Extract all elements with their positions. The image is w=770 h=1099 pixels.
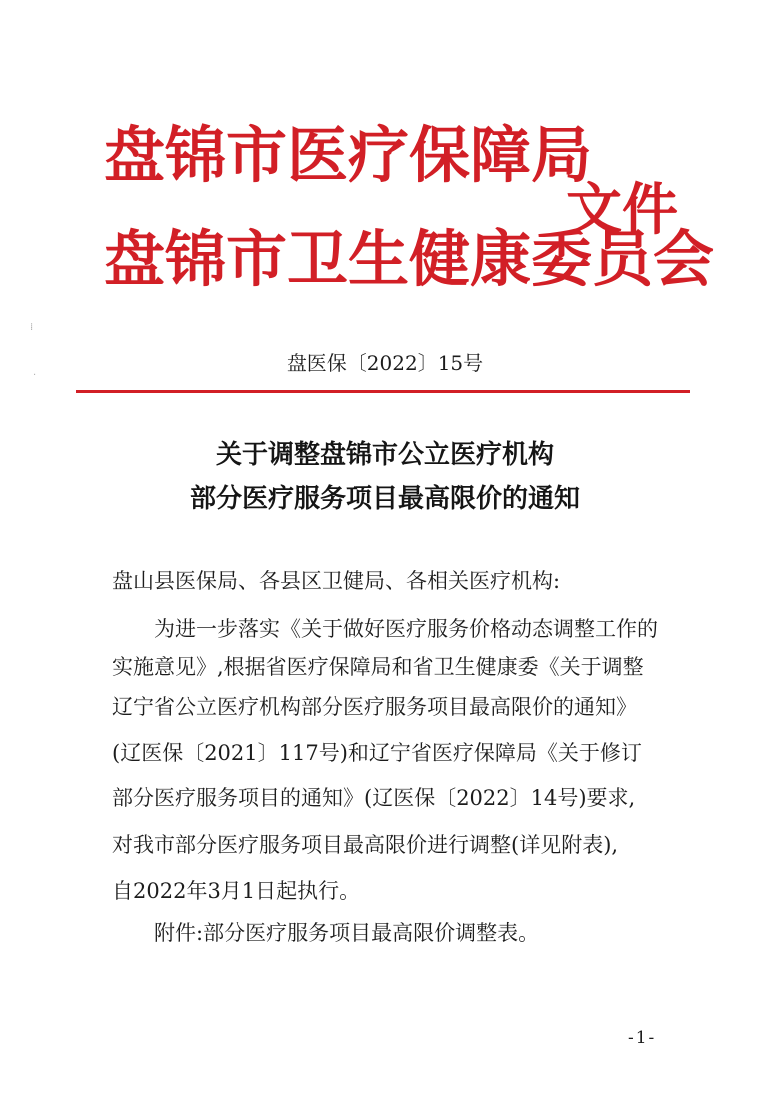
body-line: 对我市部分医疗服务项目最高限价进行调整(详见附表), bbox=[112, 833, 619, 857]
document-type-label: 文件 bbox=[566, 177, 678, 243]
issuer-name-medical-security: 盘锦市医疗保障局 bbox=[104, 120, 593, 191]
page-number: -1- bbox=[628, 1028, 657, 1048]
body-line: 为进一步落实《关于做好医疗服务价格动态调整工作的 bbox=[154, 617, 658, 641]
body-line: 辽宁省公立医疗机构部分医疗服务项目最高限价的通知》 bbox=[112, 695, 637, 719]
document-number: 盘医保〔2022〕15号 bbox=[286, 351, 484, 375]
body-line: 部分医疗服务项目的通知》(辽医保〔2022〕14号)要求, bbox=[112, 786, 636, 810]
binding-mark-icon: ⁞ bbox=[30, 322, 34, 333]
document-title-line-1: 关于调整盘锦市公立医疗机构 bbox=[215, 440, 554, 470]
body-line: 自2022年3月1日起执行。 bbox=[112, 879, 361, 903]
recipients-line: 盘山县医保局、各县区卫健局、各相关医疗机构: bbox=[112, 569, 561, 593]
document-title-line-2: 部分医疗服务项目最高限价的通知 bbox=[189, 484, 580, 514]
body-line: (辽医保〔2021〕117号)和辽宁省医疗保障局《关于修订 bbox=[112, 741, 642, 765]
body-line: 实施意见》,根据省医疗保障局和省卫生健康委《关于调整 bbox=[112, 655, 644, 679]
issuer-name-health-commission: 盘锦市卫生健康委员会 bbox=[104, 224, 715, 295]
binding-mark-icon: · bbox=[33, 370, 37, 381]
red-header-rule bbox=[76, 390, 690, 393]
attachment-line: 附件:部分医疗服务项目最高限价调整表。 bbox=[154, 921, 540, 945]
